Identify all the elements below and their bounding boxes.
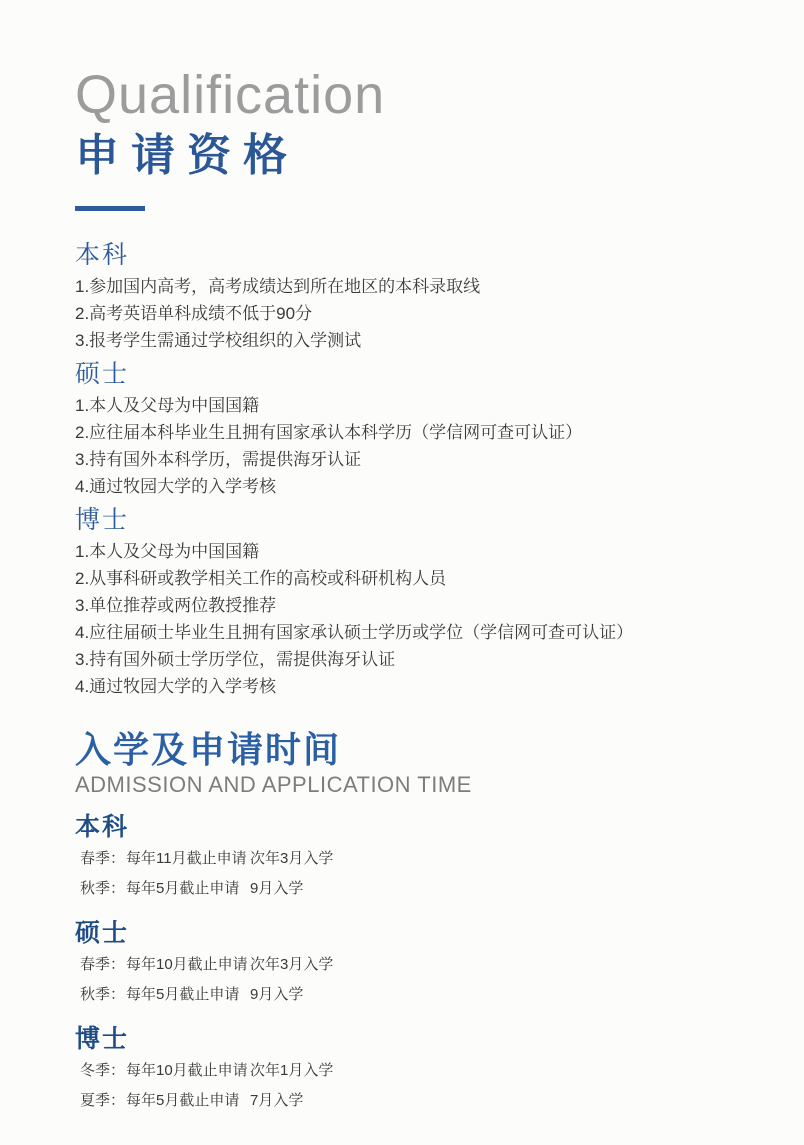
qualification-section-doctor (75, 506, 764, 700)
schedule-subtitle: ADMISSION AND APPLICATION TIME (75, 772, 472, 797)
season-label: 春季： (80, 850, 126, 867)
qualification-section-master (75, 360, 764, 500)
season-label: 春季： (80, 956, 126, 973)
entry-text: 9月入学 (250, 880, 304, 897)
page-title-zh: 申请资格 (75, 131, 299, 180)
qualification-section-undergraduate (75, 241, 764, 354)
deadline-text: 每年10月截止申请 (126, 956, 248, 973)
schedule-row (75, 950, 764, 980)
deadline-text: 每年5月截止申请 (126, 880, 240, 897)
section-heading: 博士 (75, 506, 130, 534)
requirement-item: 4.通过牧园大学的入学考核 (75, 677, 277, 696)
requirement-item: 4.通过牧园大学的入学考核 (75, 477, 277, 496)
requirement-item: 3.单位推荐或两位教授推荐 (75, 596, 277, 615)
requirement-item: 3.持有国外本科学历，需提供海牙认证 (75, 450, 362, 469)
schedule-row (75, 980, 764, 1010)
page-title-en: Qualification (75, 65, 386, 125)
requirement-list (75, 273, 764, 354)
entry-text: 7月入学 (250, 1092, 304, 1109)
deadline-text: 每年10月截止申请 (126, 1062, 248, 1079)
schedule-row (75, 1086, 764, 1116)
entry-text: 次年3月入学 (250, 850, 334, 867)
requirement-item: 1.本人及父母为中国国籍 (75, 542, 260, 561)
requirement-item: 3.持有国外硕士学历学位，需提供海牙认证 (75, 650, 396, 669)
deadline-text: 每年5月截止申请 (126, 1092, 240, 1109)
season-label: 夏季： (80, 1092, 126, 1109)
entry-text: 次年3月入学 (250, 956, 334, 973)
requirement-item: 1.参加国内高考，高考成绩达到所在地区的本科录取线 (75, 277, 481, 296)
schedule-row (75, 874, 764, 904)
section-heading: 硕士 (75, 919, 130, 947)
requirement-item: 2.应往届本科毕业生且拥有国家承认本科学历（学信网可查可认证） (75, 423, 583, 442)
entry-text: 次年1月入学 (250, 1062, 334, 1079)
deadline-text: 每年5月截止申请 (126, 986, 240, 1003)
season-label: 秋季： (80, 986, 126, 1003)
season-label: 秋季： (80, 880, 126, 897)
schedule-row (75, 844, 764, 874)
section-heading: 本科 (75, 241, 130, 269)
season-label: 冬季： (80, 1062, 126, 1079)
deadline-text: 每年11月截止申请 (126, 850, 247, 867)
schedule-section-doctor (75, 1024, 764, 1116)
schedule-title: 入学及申请时间 (75, 729, 342, 770)
requirement-item: 1.本人及父母为中国国籍 (75, 396, 260, 415)
requirement-item: 2.从事科研或教学相关工作的高校或科研机构人员 (75, 569, 447, 588)
requirement-item: 4.应往届硕士毕业生且拥有国家承认硕士学历或学位（学信网可查可认证） (75, 623, 634, 642)
requirement-item: 2.高考英语单科成绩不低于90分 (75, 304, 313, 323)
title-divider (75, 206, 145, 211)
requirement-item: 3.报考学生需通过学校组织的入学测试 (75, 331, 362, 350)
schedule-section-master (75, 918, 764, 1010)
requirement-list (75, 392, 764, 500)
schedule-section-undergraduate (75, 812, 764, 904)
section-heading: 本科 (75, 813, 130, 841)
schedule-row (75, 1056, 764, 1086)
schedule-block (75, 728, 764, 1116)
section-heading: 博士 (75, 1025, 130, 1053)
requirement-list (75, 538, 764, 700)
section-heading: 硕士 (75, 360, 130, 388)
entry-text: 9月入学 (250, 986, 304, 1003)
